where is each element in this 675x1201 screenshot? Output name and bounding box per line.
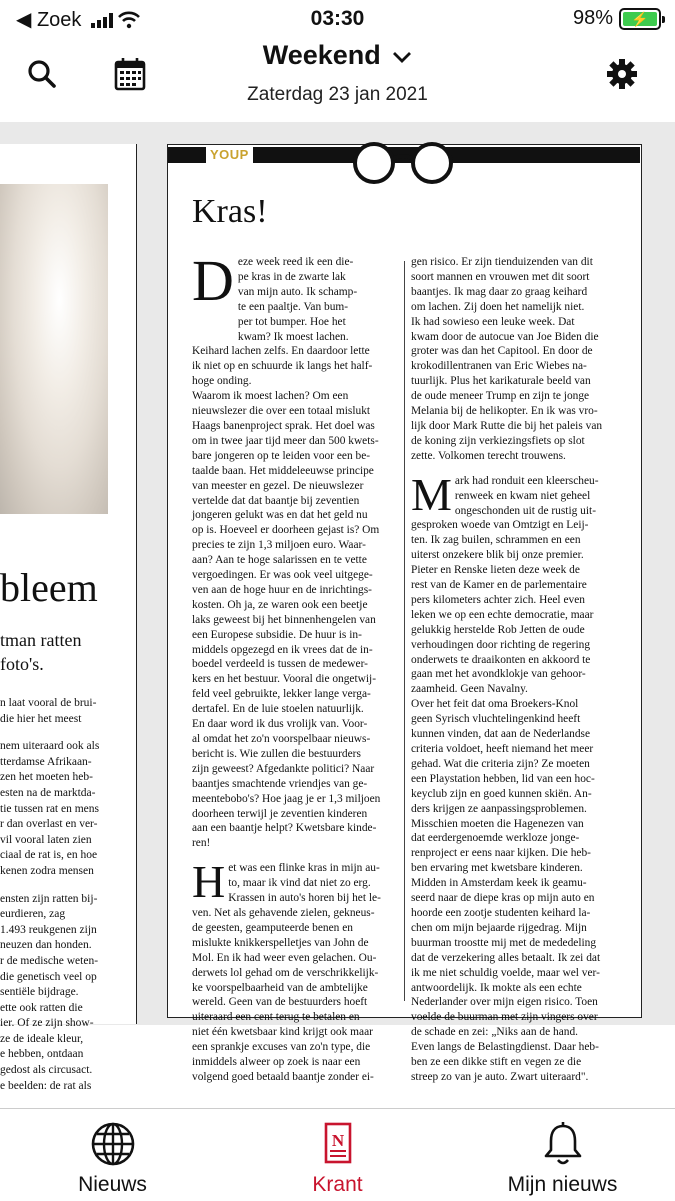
text-line: vil vooral laten zien xyxy=(0,833,92,846)
text-line: vergoedingen. Er was ook veel uitgege- xyxy=(192,569,373,582)
text-line: taalde baan. Het middeleeuwse principe xyxy=(192,464,374,477)
text-line: dat de verzekering alles betaalt. Ik zei dat xyxy=(411,951,601,964)
text-line: pers kilometers achter zich. Heel even xyxy=(411,593,585,606)
text-line: n laat vooral de brui- xyxy=(0,697,97,709)
text-line: tuurlijk. Plus het karikaturale beeld van xyxy=(411,375,591,388)
text-line: Midden in Amsterdam keek ik geamu- xyxy=(411,877,587,890)
text-line: de geesten, geamputeerde benen en xyxy=(192,921,353,934)
text-line: eze week reed ik een die- xyxy=(237,256,354,268)
text-line: de schade en zei: „Niks aan de hand. xyxy=(411,1026,578,1039)
text-line: kwam door de autocue van Joe Biden die xyxy=(411,330,599,343)
text-line: hoorde een zootje studenten keihard la- xyxy=(411,906,591,919)
text-line: ders krijgen ze aanpassingsproblemen. xyxy=(411,802,587,815)
text-line: gaan met het avondklokje van gehoor- xyxy=(411,668,586,681)
tab-bar xyxy=(0,1108,675,1200)
text-line: derwets lol gehad om de verschrikkelijk- xyxy=(192,966,379,979)
text-line: keyclub zijn en goed kunnen skiën. An- xyxy=(411,787,592,800)
newspaper-icon xyxy=(315,1121,361,1167)
drop-cap: H xyxy=(192,856,226,908)
text-line: r de medische weten- xyxy=(0,954,99,967)
tab-label: Nieuws xyxy=(78,1173,147,1196)
text-line: ven aan de hoge huur en de inrichtings- xyxy=(192,583,372,596)
text-line: meentebobo's? Hoe jaag je er 1,3 miljoen xyxy=(192,792,381,805)
text-line: Nederlander over mijn eigen risico. Toen xyxy=(411,996,598,1009)
text-line: voelde de buurman met zijn vingers over xyxy=(411,1011,598,1024)
text-line: te een paaltje. Van bum- xyxy=(237,300,349,313)
text-line: buurman troostte mij met de mededeling xyxy=(411,936,597,949)
text-line: nem uiteraard ook als xyxy=(0,740,100,753)
text-line: En daar word ik dus vrolijk van. Voor- xyxy=(192,718,368,731)
text-line: ark had ronduit een kleerscheu- xyxy=(454,474,599,487)
krant-badge: N xyxy=(331,1131,345,1150)
text-line: ensten zijn ratten bij- xyxy=(0,892,98,905)
globe-icon xyxy=(90,1121,136,1167)
text-line: aan? Aan te hoge salarissen en te vette xyxy=(192,554,367,567)
text-line: bare jongeren op te leiden voor een be- xyxy=(192,449,371,462)
text-line: verhoudingen door richting de regering xyxy=(411,638,591,651)
text-line: renweek en kwam niet geheel xyxy=(454,489,591,502)
column-divider xyxy=(404,261,405,1001)
text-line: doorheen terwijl je zeventien kinderen xyxy=(192,807,368,820)
text-line: precies te zijn 1,3 miljoen euro. Waar- xyxy=(192,539,366,552)
text-line: dat eerdergenoemde werkloze jonge- xyxy=(411,832,580,845)
text-line: ier. Of ze zijn show- xyxy=(0,1017,94,1030)
text-line: Waarom ik moest lachen? Om een xyxy=(192,390,349,403)
text-line: die hier het meest xyxy=(0,712,82,725)
text-line: om lachen. Zij doen het namelijk niet. xyxy=(411,300,585,313)
text-line: criteria voldoet, heeft niemand het meer xyxy=(411,743,594,755)
column-rubric: YOUP xyxy=(206,146,253,163)
text-line: ben ervaring met kwetsbare kinderen. xyxy=(411,862,583,875)
text-line: uiterst onzekere blik bij onze premier. xyxy=(411,549,584,562)
app-header xyxy=(0,38,675,118)
text-line: ren! xyxy=(192,837,211,850)
text-line: Over het feit dat oma Broekers-Knol xyxy=(411,698,579,711)
text-line: ongeschonden uit de rustig uit- xyxy=(454,504,596,517)
text-line: ciaal de rat is, en hoe xyxy=(0,849,98,862)
glasses-icon xyxy=(338,141,468,185)
text-line: feld veel gebruikte, lekker lange verga- xyxy=(192,688,371,701)
settings-button[interactable] xyxy=(602,54,642,94)
text-line: van mijn auto. Ik schamp- xyxy=(237,285,358,298)
back-label: ◀ Zoek xyxy=(16,9,82,31)
text-line: die genetisch veel op xyxy=(0,970,97,983)
text-line: groter was dan het Capitool. En door de xyxy=(411,345,593,358)
article-title: Kras! xyxy=(192,193,268,230)
text-line: kosten. Oh ja, ze waren ook een beetje xyxy=(192,598,368,611)
edition-date: Zaterdag 23 jan 2021 xyxy=(247,84,428,105)
text-line: kunnen vinden, dat aan de Nederlandse xyxy=(411,728,591,741)
text-line: to, maar ik vind dat niet zo erg. xyxy=(228,877,371,890)
text-line: mislukte knikkerspelletjes van John de xyxy=(192,936,369,949)
text-line: tie tussen rat en mens xyxy=(0,802,100,815)
tab-label: Krant xyxy=(312,1173,363,1196)
text-line: sentiële bijdrage. xyxy=(0,986,79,999)
text-line: de oude meneer Trump en zijn te jonge xyxy=(411,390,590,403)
text-line: zijn geweest? Afgedankte politici? Naar xyxy=(192,762,375,775)
text-line: zaamheid. Geen Navalny. xyxy=(411,683,528,696)
text-line: wereld. Geen van de bestuurders hoeft xyxy=(192,996,368,1009)
text-line: rest van de Kamer en de parlementaire xyxy=(411,579,587,592)
text-line: bericht is. Wie zullen die bestuurders xyxy=(192,747,361,760)
text-line: onderwets te draaikonten en akkoord te xyxy=(411,653,591,666)
text-line: gehad. Wat die criteria zijn? Ze moeten xyxy=(411,757,590,770)
text-line: krokodillentranen van Eric Wiebes na- xyxy=(411,360,587,373)
text-line: kwam? Ik moest lachen. xyxy=(237,330,349,343)
text-line: eurdieren, zag xyxy=(0,908,66,921)
text-line: gesproken woede van Omtzigt en Leij- xyxy=(411,519,589,532)
status-bar xyxy=(0,0,675,38)
article-column-2 xyxy=(411,255,625,1085)
text-line: een sprankje excuses van zo'n type, die xyxy=(192,1041,371,1054)
text-line: Misschien moeten die Hagenezen van xyxy=(411,817,584,830)
text-line: zette. Volkomen terecht trouwens. xyxy=(411,449,566,462)
battery-percent: 98% xyxy=(572,7,613,29)
tab-label: Mijn nieuws xyxy=(507,1173,618,1196)
text-line: per tot bumper. Hoe het xyxy=(237,315,346,328)
tab-nieuws[interactable] xyxy=(0,1109,225,1201)
left-subhead-line: tman ratten xyxy=(0,630,82,650)
text-line: leken we op een echte democratie, maar xyxy=(411,608,594,621)
text-line: ik niet op en schuurde ik langs het half- xyxy=(192,360,373,373)
text-line: vertelde dat dat baantje bij zeventien xyxy=(192,494,360,507)
text-line: van meester en gezel. De nieuwslezer xyxy=(192,479,364,492)
article-photo xyxy=(0,184,108,514)
battery-icon: ⚡ xyxy=(619,8,661,30)
text-line: Krassen in auto's horen bij het le- xyxy=(228,892,381,905)
text-line: inmiddels alweer op zoek is naar een xyxy=(192,1056,361,1069)
text-line: middels opgezegd en ik vrees dat de in- xyxy=(192,643,373,656)
text-line: Even langs de Belastingdienst. Daar heb- xyxy=(411,1041,599,1054)
text-line: dertafel. En de luie stoelen natuurlijk. xyxy=(192,703,364,716)
edition-selector[interactable] xyxy=(0,40,675,71)
text-line: volgend goed betaald baantje zonder ei- xyxy=(192,1070,374,1083)
text-line: geen Syrisch vluchtelingenkind heeft xyxy=(411,713,581,726)
text-line: Mol. En ik had weer even gelachen. Ou- xyxy=(192,951,377,964)
clock: 03:30 xyxy=(310,7,365,30)
text-line: tterdamse Afrikaan- xyxy=(0,755,92,768)
text-line: laks geweest bij het binnenhengelen van xyxy=(192,613,376,626)
edition-title: Weekend xyxy=(262,40,381,70)
text-line: baantjes. Ik mag daar zo graag keihard xyxy=(411,285,588,298)
text-line: uiteraard een cent terug te betalen en xyxy=(192,1011,360,1024)
text-line: esten na de marktda- xyxy=(0,786,96,799)
text-line: nieuwslezer die over een totaal mislukt xyxy=(192,405,371,418)
newspaper-viewer[interactable] xyxy=(0,122,675,1092)
previous-page-fragment[interactable] xyxy=(0,144,137,1092)
text-line: ke voorspelbaarheid van de ambtelijke xyxy=(192,981,368,994)
text-line: de koning zijn verkiezingsfiets op slot xyxy=(411,434,585,447)
text-line: chen om mijn bejaarde rijgedrag. Mijn xyxy=(411,921,587,934)
left-subhead-line: foto's. xyxy=(0,654,44,674)
text-line: renproject er eens naar kijken. Die heb- xyxy=(411,847,591,860)
text-line: ten. Ik zag builen, schrammen en een xyxy=(411,534,581,547)
text-line: neuzen dan honden. xyxy=(0,939,92,952)
text-line: r dan overlast en ver- xyxy=(0,818,98,831)
left-headline: bleem xyxy=(0,565,98,610)
text-line: ben ze een dikke stift en vegen ze die xyxy=(411,1056,582,1069)
text-line: 1.493 reukgenen zijn xyxy=(0,923,97,936)
text-line: Haags banenproject sprak. Het doel was xyxy=(192,419,375,432)
text-line: boedel verdeeld is tussen de medewer- xyxy=(192,658,368,671)
text-line: Pieter en Renske lieten deze week de xyxy=(411,564,580,577)
text-line: niet één kwetsbaar kind krijgt ook maar xyxy=(192,1026,373,1039)
text-line: et was een flinke kras in mijn au- xyxy=(228,862,380,875)
text-line: lijk door Mark Rutte die bij het paleis van xyxy=(411,419,603,432)
text-line: ette ook ratten die xyxy=(0,1001,83,1014)
text-line: Melania bij de helikopter. En ik was vro- xyxy=(411,405,598,418)
article-column-1 xyxy=(192,248,398,1085)
drop-cap: M xyxy=(411,468,452,520)
text-line: ze de ideale kleur, xyxy=(0,1032,84,1045)
text-line: e hebben, ontdaan xyxy=(0,1048,84,1061)
text-line: ven. Net als gehavende zielen, gekneus- xyxy=(192,906,375,919)
text-line: een Europese subsidie. De huur is in- xyxy=(192,628,362,641)
bell-icon xyxy=(540,1121,586,1167)
text-line: gedost als circusact. xyxy=(0,1064,93,1077)
text-line: om in twee jaar tijd meer dan 500 kwets- xyxy=(192,434,379,447)
tab-krant[interactable] xyxy=(225,1109,450,1201)
drop-cap: D xyxy=(192,248,234,313)
text-line: jongeren gelukt was en dat het geld nu xyxy=(192,509,368,522)
text-line: seerd naar de diepe kras op mijn auto en xyxy=(411,892,595,905)
text-line: hoge onding. xyxy=(192,375,252,388)
gear-icon xyxy=(606,58,638,90)
article-page[interactable] xyxy=(167,144,642,1083)
text-line: pe kras in de zwarte lak xyxy=(237,270,346,283)
left-subhead xyxy=(0,628,81,676)
text-line: Ik had sowieso een leuke week. Dat xyxy=(411,315,575,328)
text-line: ik me niet schuldig voelde, maar wel ver- xyxy=(411,966,600,979)
text-line: al omdat het zo'n voorspelbaar nieuws- xyxy=(192,733,371,745)
text-line: baantjes smachtende vriendjes van ge- xyxy=(192,777,368,790)
tab-mijn-nieuws[interactable] xyxy=(450,1109,675,1201)
text-line: kers en het bestuur. Vooral die ongetwij- xyxy=(192,673,377,686)
text-line: gen risico. Er zijn tienduizenden van dit xyxy=(411,256,593,268)
text-line: Keihard lachen zelfs. En daardoor lette xyxy=(192,345,370,358)
text-line: gelukkig herstelde Rob Jetten de oude xyxy=(411,623,585,636)
text-line: zen het moeten heb- xyxy=(0,771,93,784)
text-line: e beelden: de rat als xyxy=(0,1079,92,1092)
text-line: een Playstation hebben, lid van een hoc- xyxy=(411,772,595,785)
text-line: kenen zodra mensen xyxy=(0,864,94,877)
text-line: soort mannen en vrouwen met dit soort xyxy=(411,270,590,283)
chevron-down-icon xyxy=(392,50,412,64)
left-column xyxy=(0,696,136,1094)
text-line: aan een baantje helpt? Kwetsbare kinde- xyxy=(192,822,377,835)
text-line: streep zo van je auto. Zwart uiteraard". xyxy=(411,1070,589,1083)
text-line: op is. Hoeveel er doorheen gejast is? Om xyxy=(192,524,380,537)
text-line: antwoordelijk. Ik mokte als een echte xyxy=(411,981,582,994)
